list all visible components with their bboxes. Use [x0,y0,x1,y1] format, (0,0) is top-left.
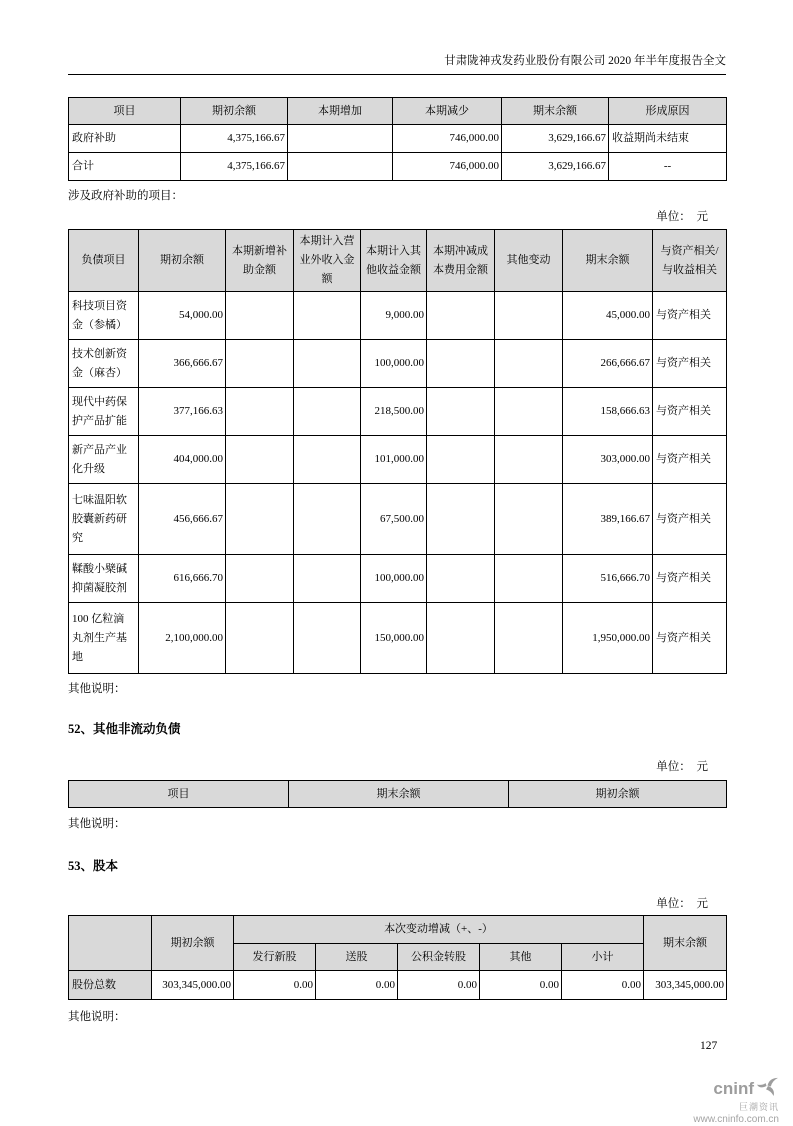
table-cell [294,388,361,436]
deferred-income-table [68,97,727,181]
table-cell [226,484,294,555]
table-cell [427,436,495,484]
table-row [69,555,727,603]
corner-header-cell [69,916,152,971]
table-cell: 0.00 [316,971,398,1000]
table-row [69,436,727,484]
column-header: 负债项目 [69,230,139,292]
table-row [69,484,727,555]
table-cell [495,292,563,340]
table-cell: 技术创新资金（麻杏） [69,340,139,388]
table-cell [427,388,495,436]
other-notes-label: 其他说明： [68,1011,126,1023]
column-group-header: 本次变动增减（+、-） [234,916,644,944]
table-cell [294,340,361,388]
table-cell [427,292,495,340]
column-header: 期末余额 [502,98,609,125]
column-header: 本期增加 [288,98,393,125]
cninfo-logo [693,1076,779,1126]
column-header: 本期新增补助金额 [226,230,294,292]
table-cell: 与资产相关 [653,340,727,388]
cninfo-logo-text: cninf [713,1079,754,1098]
table-cell: 4,375,166.67 [181,153,288,181]
table-cell: 政府补助 [69,125,181,153]
column-header: 小计 [562,944,644,971]
table-cell [427,603,495,674]
table-header-row [69,916,727,944]
subsidy-projects-table [68,229,727,674]
table-cell [226,436,294,484]
table-cell: 0.00 [480,971,562,1000]
share-capital-table [68,915,727,1000]
table-cell: 现代中药保护产品扩能 [69,388,139,436]
table-cell: 100 亿粒滴丸剂生产基地 [69,603,139,674]
table-cell: 377,166.63 [139,388,226,436]
table-cell: 与资产相关 [653,436,727,484]
report-header-title: 甘肃陇神戎发药业股份有限公司 2020 年半年度报告全文 [68,0,726,75]
column-header: 其他 [480,944,562,971]
table-cell: 与资产相关 [653,603,727,674]
table-cell: 67,500.00 [361,484,427,555]
column-header: 其他变动 [495,230,563,292]
section-52-heading: 52、其他非流动负债 [68,722,181,736]
table-cell: 与资产相关 [653,484,727,555]
table-cell [294,292,361,340]
table-cell: 七味温阳软胶囊新药研究 [69,484,139,555]
table-cell: 2,100,000.00 [139,603,226,674]
table-row [69,340,727,388]
table-cell [294,603,361,674]
table-cell [495,436,563,484]
table-cell: 新产品产业化升级 [69,436,139,484]
column-header: 本期减少 [393,98,502,125]
column-header: 期初余额 [509,781,727,808]
column-header: 本期计入其他收益金额 [361,230,427,292]
column-header: 形成原因 [609,98,727,125]
cninfo-logo-url: www.cninfo.com.cn [693,1114,779,1125]
table-cell [294,555,361,603]
table-cell [427,484,495,555]
column-header: 项目 [69,98,181,125]
subsidy-projects-label: 涉及政府补助的项目： [68,190,183,202]
column-header: 与资产相关/与收益相关 [653,230,727,292]
cninfo-swirl-icon [756,1076,779,1102]
column-header: 期末余额 [563,230,653,292]
column-header: 项目 [69,781,289,808]
table-cell: -- [609,153,727,181]
table-cell [495,484,563,555]
table-cell: 150,000.00 [361,603,427,674]
table-cell: 746,000.00 [393,125,502,153]
other-notes-label: 其他说明： [68,818,126,830]
table-cell: 218,500.00 [361,388,427,436]
column-header: 期初余额 [139,230,226,292]
table-cell: 0.00 [562,971,644,1000]
table-cell [495,555,563,603]
table-cell: 158,666.63 [563,388,653,436]
unit-label: 单位： 元 [656,211,708,223]
table-cell: 101,000.00 [361,436,427,484]
table-cell: 54,000.00 [139,292,226,340]
table-row [69,153,727,181]
section-53-heading: 53、股本 [68,859,119,873]
table-cell [495,388,563,436]
table-cell: 45,000.00 [563,292,653,340]
table-cell: 1,950,000.00 [563,603,653,674]
table-cell [288,125,393,153]
row-header-cell: 股份总数 [69,971,152,1000]
table-cell [495,340,563,388]
table-cell: 303,345,000.00 [152,971,234,1000]
table-cell [294,484,361,555]
table-cell: 746,000.00 [393,153,502,181]
table-header-row [69,230,727,292]
column-header: 本期冲减成本费用金额 [427,230,495,292]
table-cell: 303,000.00 [563,436,653,484]
table-cell: 3,629,166.67 [502,153,609,181]
table-cell [427,555,495,603]
table-cell: 303,345,000.00 [644,971,727,1000]
table-cell: 与资产相关 [653,388,727,436]
table-cell: 389,166.67 [563,484,653,555]
other-noncurrent-liabilities-table [68,780,727,808]
other-notes-label: 其他说明： [68,683,126,695]
table-row [69,292,727,340]
table-cell [226,603,294,674]
column-header: 期初余额 [152,916,234,971]
column-header: 发行新股 [234,944,316,971]
column-header: 期末余额 [644,916,727,971]
column-header: 期末余额 [289,781,509,808]
table-cell [495,603,563,674]
table-cell: 0.00 [398,971,480,1000]
table-cell: 合计 [69,153,181,181]
table-row [69,388,727,436]
table-cell: 3,629,166.67 [502,125,609,153]
table-header-row [69,98,727,125]
column-header: 公积金转股 [398,944,480,971]
table-cell: 100,000.00 [361,555,427,603]
table-cell: 与资产相关 [653,555,727,603]
table-cell: 科技项目资金（参橘） [69,292,139,340]
table-cell: 404,000.00 [139,436,226,484]
table-cell: 616,666.70 [139,555,226,603]
table-row [69,603,727,674]
table-cell: 0.00 [234,971,316,1000]
table-cell: 9,000.00 [361,292,427,340]
table-header-row [69,781,727,808]
table-cell: 收益期尚未结束 [609,125,727,153]
table-cell: 366,666.67 [139,340,226,388]
document-page [68,0,726,1025]
unit-label: 单位： 元 [656,898,708,910]
table-cell [427,340,495,388]
table-cell [226,292,294,340]
column-header: 期初余额 [181,98,288,125]
unit-label: 单位： 元 [656,761,708,773]
table-cell: 266,666.67 [563,340,653,388]
table-cell [288,153,393,181]
table-cell [294,436,361,484]
table-cell: 456,666.67 [139,484,226,555]
column-header: 本期计入营业外收入金额 [294,230,361,292]
table-cell [226,555,294,603]
table-cell: 516,666.70 [563,555,653,603]
table-cell: 与资产相关 [653,292,727,340]
table-row [69,971,727,1000]
table-cell [226,340,294,388]
cninfo-logo-caption: 巨潮资讯 [738,1102,779,1112]
table-cell [226,388,294,436]
page-number: 127 [700,1040,718,1052]
column-header: 送股 [316,944,398,971]
table-cell: 鞣酸小檗碱抑菌凝胶剂 [69,555,139,603]
table-cell: 100,000.00 [361,340,427,388]
table-row [69,125,727,153]
table-cell: 4,375,166.67 [181,125,288,153]
